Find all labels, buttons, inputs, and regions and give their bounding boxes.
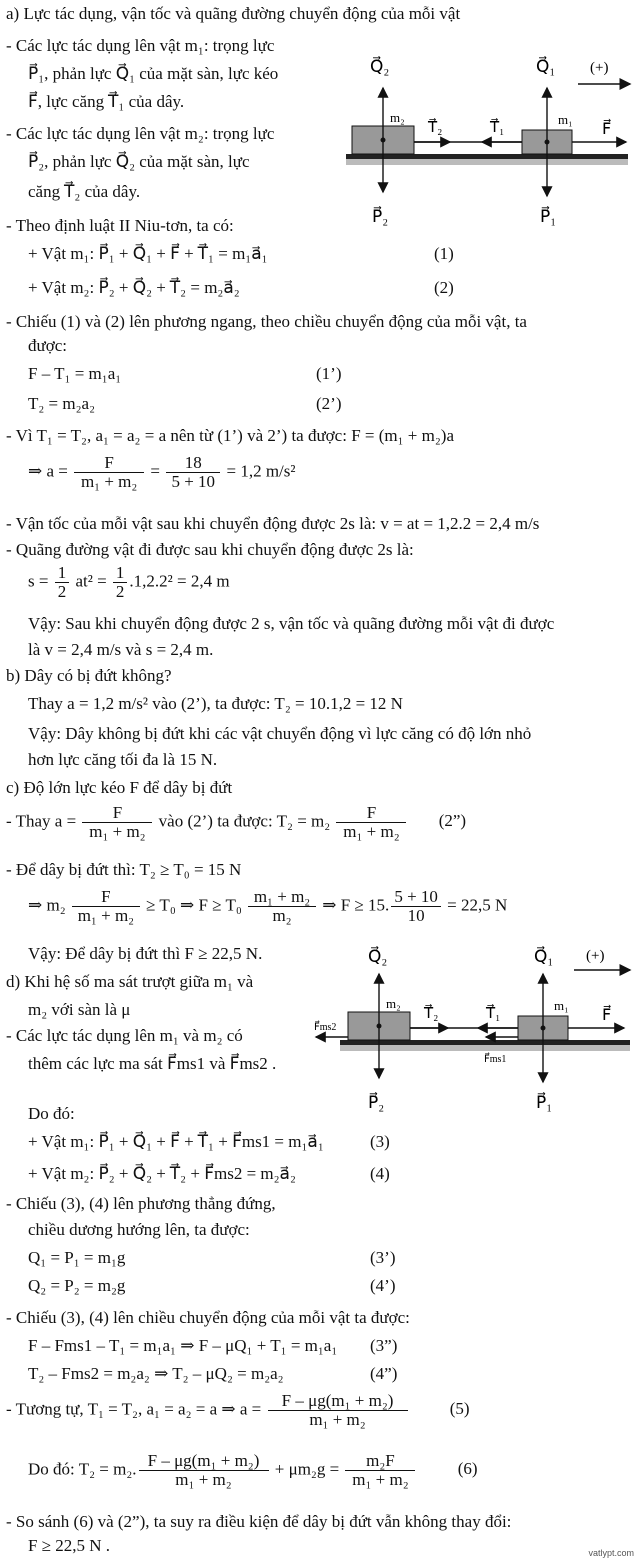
eq3p: Q₁ = P₁ = m₁g	[28, 1248, 126, 1267]
b-conc-line2: hơn lực căng tối đa là 15 N.	[28, 750, 218, 769]
d1-F-label: F⃗	[602, 121, 612, 138]
c-substitution	[6, 804, 466, 841]
d2-m1-label: m₁	[554, 998, 569, 1013]
d-forces-line2: thêm các lực ma sát F⃗ms1 và F⃗ms2 .	[28, 1054, 277, 1073]
compare-line2: F ≥ 22,5 N .	[28, 1536, 111, 1555]
d2-Q2-label: Q⃗₂	[368, 947, 388, 966]
b-calc: Thay a = 1,2 m/s² vào (2’), ta được: T₂ = 10.1,2 = 12 N	[28, 694, 403, 713]
proj-intro-line2: được:	[28, 336, 67, 355]
distance-equation	[28, 564, 230, 601]
diagram-two-blocks	[340, 50, 636, 236]
c-sub-den: m₁ + m₂	[89, 822, 146, 841]
eq1-tag: (1)	[434, 244, 454, 263]
since-line: - Vì T₁ = T₂, a₁ = a₂ = a nên từ (1’) và 2’) ta được: F = (m₁ + m₂)a	[6, 426, 454, 445]
d1-m2-label: m₂	[390, 110, 405, 125]
c-sub-tag: (2”)	[438, 811, 467, 831]
d1-m1-label: m₁	[558, 112, 573, 127]
dist-tail: .1,2.2² = 2,4 m	[129, 571, 230, 591]
d1-Q2-label: Q⃗₂	[370, 57, 390, 76]
accel-post: = 1,2 m/s²	[226, 461, 296, 481]
accel-eq: =	[150, 461, 160, 481]
eq3pp: F – Fms1 – T₁ = m₁a₁ ⇒ F – μQ₁ + T₁ = m₁a₁	[28, 1336, 338, 1355]
c-der-a: ⇒ m₂	[28, 895, 66, 915]
newton-intro: - Theo định luật II Niu-tơn, ta có:	[6, 216, 234, 235]
d2-ground	[340, 1040, 630, 1045]
eq2p-tag: (2’)	[316, 394, 342, 413]
c-der-den2: m₂	[272, 906, 292, 925]
heading-c: c) Độ lớn lực kéo F để dây bị đứt	[6, 778, 233, 797]
tension-den2: m₁ + m₂	[352, 1470, 409, 1489]
accel-den1: m₁ + m₂	[80, 472, 138, 491]
d1-T1-label: T⃗₁	[490, 120, 505, 136]
c-condition: - Để dây bị đứt thì: T₂ ≥ T₀ = 15 N	[6, 860, 242, 879]
eq2-tag: (2)	[434, 278, 454, 297]
accel-num1: F	[74, 454, 144, 473]
vert-intro-line2: chiều dương hướng lên, ta được:	[28, 1220, 250, 1239]
c-sub-num2: F	[336, 804, 406, 823]
eq1p-tag: (1’)	[316, 364, 342, 383]
b-conc-line1: Vậy: Dây không bị đứt khi các vật chuyển động vì lực căng có độ lớn nhỏ	[28, 724, 532, 743]
forces-m2-line1: - Các lực tác dụng lên vật m₂: trọng lực	[6, 124, 275, 143]
similar-pre: - Tương tự, T₁ = T₂, a₁ = a₂ = a ⇒ a =	[6, 1399, 262, 1419]
c-sub-pre: - Thay a =	[6, 811, 77, 831]
accel-equation	[28, 454, 295, 491]
forces-m2-line3: căng T⃗₂ của dây.	[28, 182, 141, 201]
heading-a: a) Lực tác dụng, vận tốc và quãng đường chuyển động của mỗi vật	[6, 4, 461, 23]
vert-intro-line1: - Chiếu (3), (4) lên phương thẳng đứng,	[6, 1194, 276, 1213]
forces-m1-line2: P⃗₁, phản lực Q⃗₁ của mặt sàn, lực kéo	[28, 64, 279, 83]
c-der-num1: F	[72, 888, 140, 907]
d2-Fms1-label: F⃗ms1	[484, 1054, 507, 1065]
accel-pre: ⇒ a =	[28, 461, 68, 481]
d1-P2-label: P⃗₂	[372, 207, 389, 226]
dist-mid: at² =	[75, 571, 107, 591]
accel-num2: 18	[166, 454, 220, 473]
d1-T2-label: T⃗₂	[428, 120, 443, 136]
d1-ground	[346, 154, 628, 159]
dist-den1: 2	[57, 582, 67, 601]
forces-m1-line3: F⃗, lực căng T⃗₁ của dây.	[28, 92, 185, 111]
tension-equation	[28, 1452, 478, 1489]
eq4p: Q₂ = P₂ = m₂g	[28, 1276, 126, 1295]
similar-equation	[6, 1392, 470, 1429]
dist-den2: 2	[115, 582, 125, 601]
c-sub-mid: vào (2’) ta được: T₂ = m₂	[158, 811, 331, 831]
c-der-num2: m₁ + m₂	[248, 888, 316, 907]
d1-Q1-label: Q⃗₁	[536, 57, 556, 76]
d2-m2-label: m₂	[386, 996, 401, 1011]
horiz-intro: - Chiếu (3), (4) lên chiều chuyển động của mỗi vật ta được:	[6, 1308, 410, 1327]
tension-mid: + μm₂g =	[274, 1459, 340, 1479]
c-der-num3: 5 + 10	[391, 888, 441, 907]
compare-line1: - So sánh (6) và (2”), ta suy ra điều kiện để dây bị đứt vẫn không thay đổi:	[6, 1512, 512, 1531]
d2-P1-label: P⃗₁	[536, 1093, 553, 1112]
d1-direction-label: (+)	[590, 60, 609, 76]
conclusion-a-line1: Vậy: Sau khi chuyển động được 2 s, vận tốc và quãng đường mỗi vật đi được	[28, 614, 555, 633]
eq3p-tag: (3’)	[370, 1248, 396, 1267]
eq4pp: T₂ – Fms2 = m₂a₂ ⇒ T₂ – μQ₂ = m₂a₂	[28, 1364, 284, 1383]
c-sub-den2: m₁ + m₂	[343, 822, 400, 841]
dist-num2: 1	[113, 564, 128, 583]
similar-num: F – μg(m₁ + m₂)	[268, 1392, 408, 1411]
eq3-tag: (3)	[370, 1132, 390, 1151]
d2-T1-label: T⃗₁	[486, 1006, 501, 1022]
tension-num: F – μg(m₁ + m₂)	[139, 1452, 269, 1471]
eq4pp-tag: (4”)	[370, 1364, 398, 1383]
c-sub-num: F	[82, 804, 152, 823]
distance-intro: - Quãng đường vật đi được sau khi chuyển động được 2s là:	[6, 540, 414, 559]
eq1: + Vật m₁: P⃗₁ + Q⃗₁ + F⃗ + T⃗₁ = m₁a⃗₁	[28, 244, 268, 263]
d2-Fms2-label: F⃗ms2	[314, 1022, 337, 1033]
heading-d-line1: d) Khi hệ số ma sát trượt giữa m₁ và	[6, 972, 254, 991]
c-der-den3: 10	[407, 906, 425, 925]
conclusion-a-line2: là v = 2,4 m/s và s = 2,4 m.	[28, 640, 214, 659]
tension-tag: (6)	[457, 1459, 478, 1479]
eq4: + Vật m₂: P⃗₂ + Q⃗₂ + T⃗₂ + F⃗ms2 = m₂a⃗₂	[28, 1164, 296, 1183]
eq2p: T₂ = m₂a₂	[28, 394, 96, 413]
d2-P2-label: P⃗₂	[368, 1093, 385, 1112]
forces-m1-line1: - Các lực tác dụng lên vật m₁: trọng lực	[6, 36, 275, 55]
c-der-c: ⇒ F ≥ 15.	[322, 895, 390, 915]
eq3: + Vật m₁: P⃗₁ + Q⃗₁ + F⃗ + T⃗₁ + F⃗ms1 = m₁a⃗₁	[28, 1132, 324, 1151]
c-conclusion: Vậy: Để dây bị đứt thì F ≥ 22,5 N.	[28, 944, 263, 963]
d1-ground-hatch	[346, 159, 628, 165]
velocity-line: - Vận tốc của mỗi vật sau khi chuyển động được 2s là: v = at = 1,2.2 = 2,4 m/s	[6, 514, 540, 533]
proj-intro-line1: - Chiếu (1) và (2) lên phương ngang, theo chiều chuyển động của mỗi vật, ta	[6, 312, 527, 331]
d2-F-label: F⃗	[602, 1007, 612, 1024]
d2-direction-label: (+)	[586, 948, 605, 964]
eq4-tag: (4)	[370, 1164, 390, 1183]
tension-num2: m₂F	[345, 1452, 415, 1471]
d2-ground-hatch	[340, 1045, 630, 1051]
diagram-two-blocks-friction	[310, 940, 636, 1120]
c-der-b: ≥ T₀ ⇒ F ≥ T₀	[146, 895, 242, 915]
dist-num1: 1	[55, 564, 70, 583]
dist-pre: s =	[28, 571, 49, 591]
watermark: vatlypt.com	[588, 1548, 634, 1558]
tension-pre: Do đó: T₂ = m₂.	[28, 1459, 137, 1479]
d-therefore: Do đó:	[28, 1104, 75, 1123]
c-der-den1: m₁ + m₂	[77, 906, 135, 925]
heading-d-line2: m₂ với sàn là μ	[28, 1000, 131, 1019]
d2-T2-label: T⃗₂	[424, 1006, 439, 1022]
d1-P1-label: P⃗₁	[540, 207, 557, 226]
forces-m2-line2: P⃗₂, phản lực Q⃗₂ của mặt sàn, lực	[28, 152, 250, 171]
similar-den: m₁ + m₂	[309, 1410, 366, 1429]
heading-b: b) Dây có bị đứt không?	[6, 666, 172, 685]
eq1p: F – T₁ = m₁a₁	[28, 364, 122, 383]
similar-tag: (5)	[449, 1399, 470, 1419]
c-der-e: = 22,5 N	[447, 895, 508, 915]
d-forces-line1: - Các lực tác dụng lên m₁ và m₂ có	[6, 1026, 243, 1045]
tension-den: m₁ + m₂	[175, 1470, 232, 1489]
c-derivation	[28, 888, 507, 925]
eq2: + Vật m₂: P⃗₂ + Q⃗₂ + T⃗₂ = m₂a⃗₂	[28, 278, 240, 297]
eq4p-tag: (4’)	[370, 1276, 396, 1295]
d2-Q1-label: Q⃗₁	[534, 947, 554, 966]
eq3pp-tag: (3”)	[370, 1336, 398, 1355]
accel-den2: 5 + 10	[171, 472, 216, 491]
